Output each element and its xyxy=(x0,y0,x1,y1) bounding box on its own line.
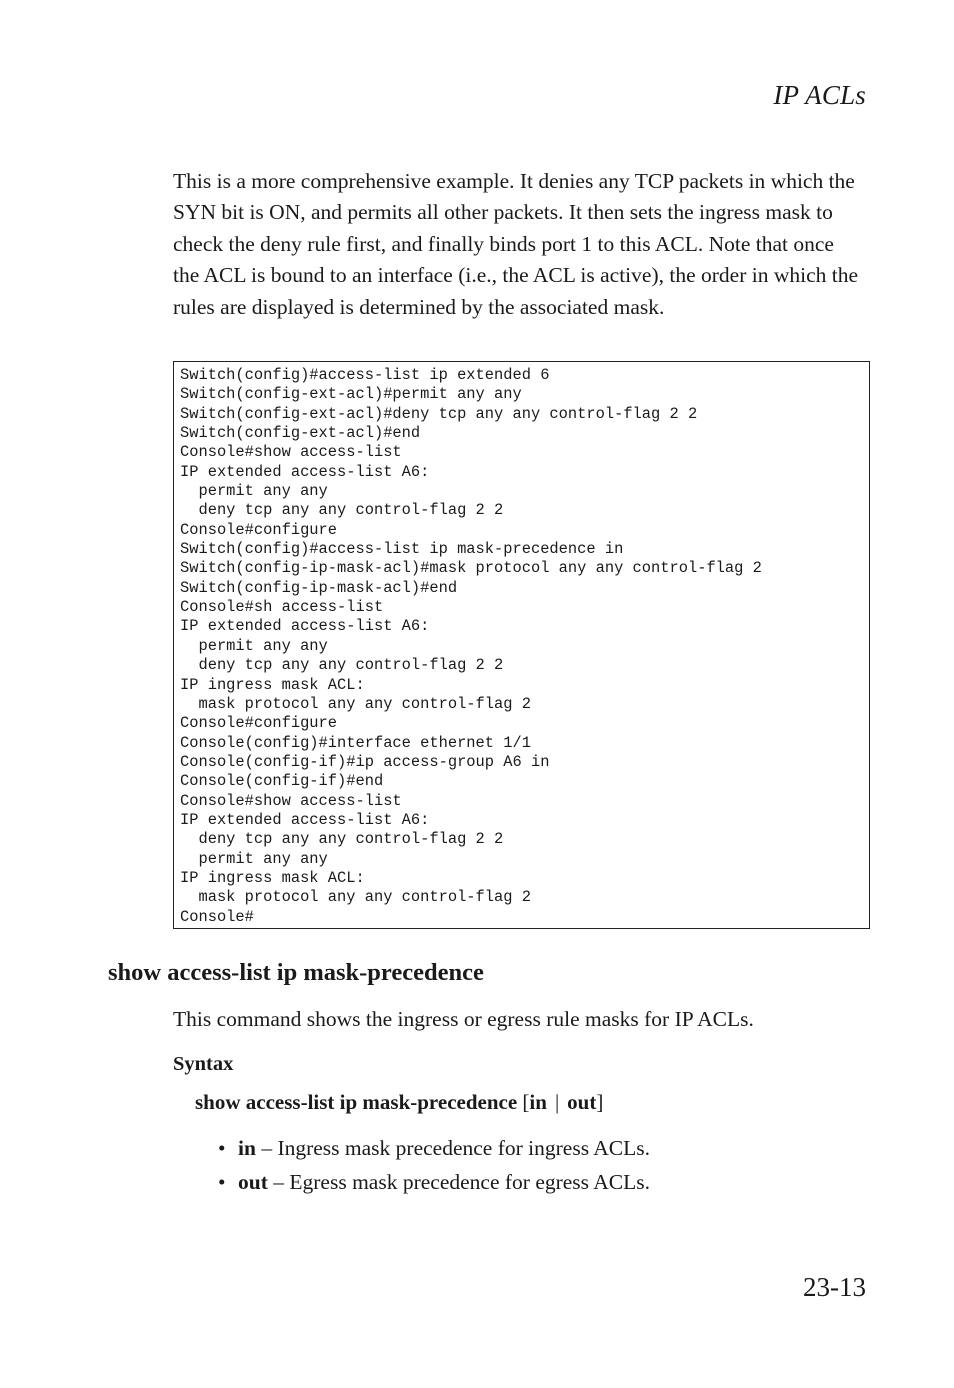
code-line: Console# xyxy=(180,907,254,926)
code-line: Console(config)#interface ethernet 1/1 xyxy=(180,733,531,752)
syntax-line xyxy=(195,1090,603,1115)
code-line: deny tcp any any control-flag 2 2 xyxy=(180,830,504,849)
code-line: IP extended access-list A6: xyxy=(180,617,430,636)
code-line: permit any any xyxy=(180,849,328,868)
code-line: IP ingress mask ACL: xyxy=(180,868,365,887)
syntax-pipe: | xyxy=(554,1090,560,1114)
code-line: Switch(config)#access-list ip mask-precedence in xyxy=(180,540,624,559)
code-line: permit any any xyxy=(180,482,328,501)
code-line: permit any any xyxy=(180,636,328,655)
code-line: Console#sh access-list xyxy=(180,598,384,617)
parameter-term: in xyxy=(238,1136,256,1160)
code-line: mask protocol any any control-flag 2 xyxy=(180,888,531,907)
code-line: Switch(config-ip-mask-acl)#mask protocol any any control-flag 2 xyxy=(180,559,762,578)
syntax-command: show access-list ip mask-precedence xyxy=(195,1090,518,1114)
code-line: IP ingress mask ACL: xyxy=(180,675,365,694)
code-line: Console(config-if)#ip access-group A6 in xyxy=(180,752,550,771)
code-line: Switch(config)#access-list ip extended 6 xyxy=(180,366,550,384)
code-line: IP extended access-list A6: xyxy=(180,462,430,481)
parameter-description: – Ingress mask precedence for ingress ACLs. xyxy=(255,1136,650,1160)
parameter-item xyxy=(218,1166,650,1200)
intro-paragraph: This is a more comprehensive example. It denies any TCP packets in which the SYN bit is ON, and permits all other packets. It then sets the ingress mask to check the deny rule first, and finally binds port 1 to this ACL. Note that once the ACL is bound to an interface (i.e., the ACL is active), the order in which the rules are displayed is determined by the associated mask. xyxy=(173,169,859,319)
code-line: deny tcp any any control-flag 2 2 xyxy=(180,656,504,675)
parameter-list xyxy=(218,1132,650,1200)
syntax-option-out: out xyxy=(567,1090,597,1114)
running-head: IP ACLs xyxy=(773,80,866,110)
section-title: show access-list ip mask-precedence xyxy=(108,959,484,986)
bullet-mark: • xyxy=(218,1170,226,1194)
code-line: Console(config-if)#end xyxy=(180,772,384,791)
parameter-term: out xyxy=(238,1170,268,1194)
code-line: Console#configure xyxy=(180,714,338,733)
syntax-heading: Syntax xyxy=(173,1053,234,1075)
code-example-box xyxy=(173,361,870,929)
code-line: Switch(config-ext-acl)#permit any any xyxy=(180,385,522,404)
code-line: mask protocol any any control-flag 2 xyxy=(180,694,531,713)
code-line: Console#configure xyxy=(180,520,338,539)
page-number: 23-13 xyxy=(803,1272,866,1302)
parameter-description: – Egress mask precedence for egress ACLs. xyxy=(267,1170,650,1194)
code-line: Console#show access-list xyxy=(180,791,402,810)
code-line: IP extended access-list A6: xyxy=(180,810,430,829)
syntax-close-bracket: ] xyxy=(596,1090,604,1114)
code-line: deny tcp any any control-flag 2 2 xyxy=(180,501,504,520)
syntax-option-in: in xyxy=(529,1090,547,1114)
section-description: This command shows the ingress or egress rule masks for IP ACLs. xyxy=(173,1007,754,1031)
bullet-mark: • xyxy=(218,1136,226,1160)
code-line: Switch(config-ip-mask-acl)#end xyxy=(180,578,458,597)
code-line: Console#show access-list xyxy=(180,443,402,462)
code-line: Switch(config-ext-acl)#deny tcp any any control-flag 2 2 xyxy=(180,404,698,423)
syntax-open-bracket: [ xyxy=(522,1090,530,1114)
code-line: Switch(config-ext-acl)#end xyxy=(180,424,421,443)
parameter-item xyxy=(218,1132,650,1166)
